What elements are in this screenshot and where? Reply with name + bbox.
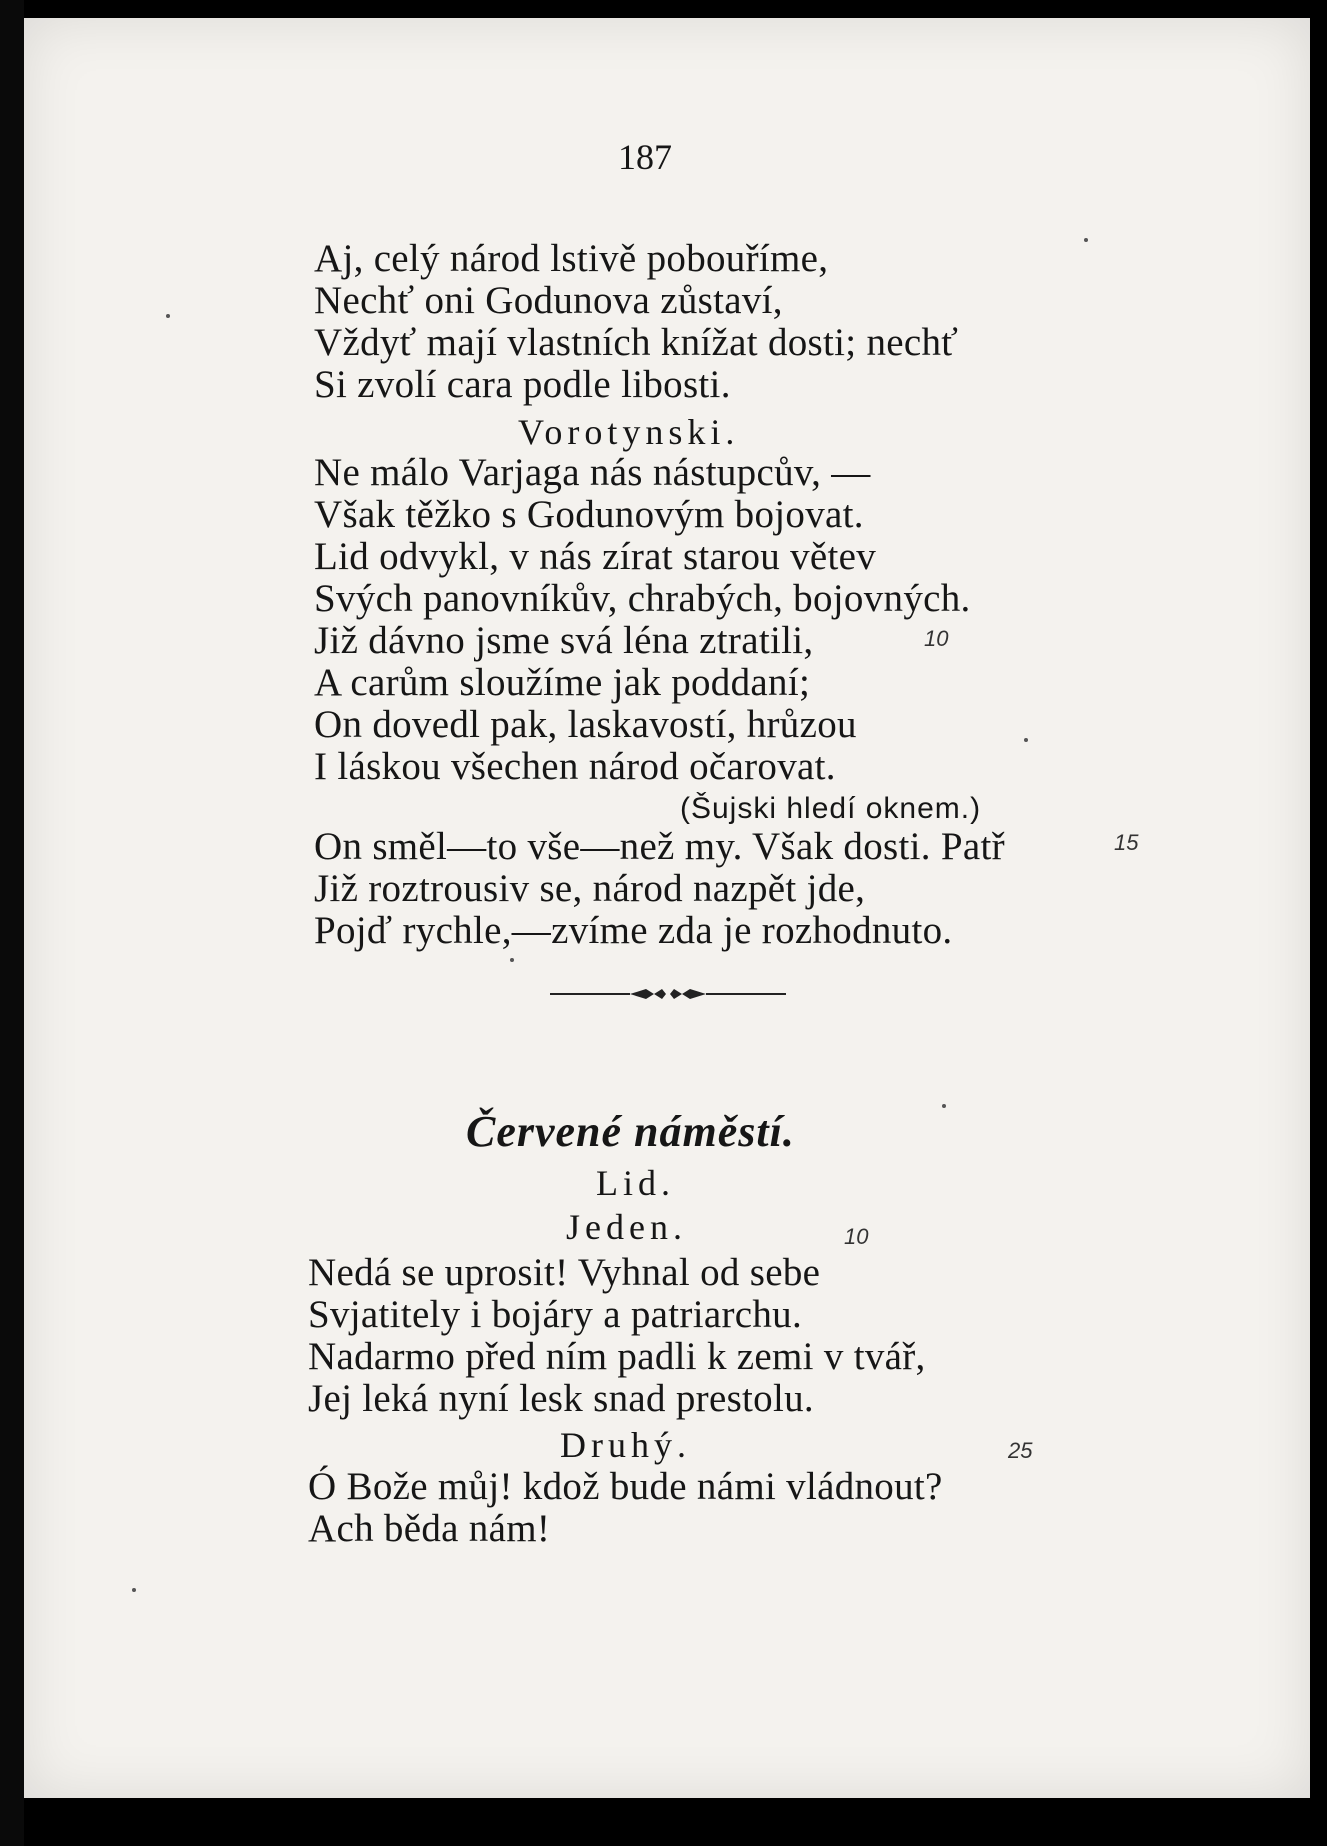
dust-speck [1024,738,1028,742]
verse-line: Však těžko s Godunovým bojovat. [314,493,864,536]
scene-heading: Červené náměstí. [466,1107,795,1156]
page-number: 187 [618,137,672,177]
verse-line: Již dávno jsme svá léna ztratili, [314,619,814,662]
verse-line: On dovedl pak, laskavostí, hrůzou [314,703,857,746]
page-text [24,18,1310,1798]
dust-speck [510,958,514,962]
dust-speck [132,1588,136,1592]
verse-line: Pojď rychle,—zvíme zda je rozhodnuto. [314,909,953,952]
verse-line: Nadarmo před ním padli k zemi v tvář, [308,1335,926,1378]
verse-line: Ó Bože můj! kdož bude námi vládnout? [308,1465,943,1508]
stage-direction: (Šujski hledí oknem.) [680,792,982,825]
verse-line: On směl—to vše—než my. Však dosti. Patř [314,825,1005,868]
margin-line-count: 15 [1114,830,1139,855]
dust-speck [1084,238,1088,242]
dust-speck [942,1104,946,1108]
speaker-name: Jeden. [566,1207,687,1247]
verse-line: Svjatitely i bojáry a patriarchu. [308,1293,802,1336]
speaker-name: Druhý. [560,1425,691,1465]
margin-line-count: 25 [1008,1438,1033,1463]
ornament-divider [550,986,786,1002]
verse-line: I láskou všechen národ očarovat. [314,745,836,788]
verse-line: Ach běda nám! [308,1507,551,1550]
verse-line: Nedá se uprosit! Vyhnal od sebe [308,1251,821,1294]
verse-line: Jej leká nyní lesk snad prestolu. [308,1377,814,1420]
page-sheet [24,18,1310,1798]
speaker-name: Vorotynski. [518,412,740,452]
verse-line: Aj, celý národ lstivě pobouříme, [314,237,829,280]
chorus-label: Lid. [596,1163,675,1203]
verse-line: A carům sloužíme jak poddaní; [314,661,811,704]
verse-line: Si zvolí cara podle libosti. [314,363,731,406]
margin-line-count: 10 [924,626,949,651]
verse-line: Nechť oni Godunova zůstaví, [314,279,783,322]
verse-line: Svých panovníkův, chrabých, bojovných. [314,577,971,620]
verse-line: Vždyť mají vlastních knížat dosti; nechť [314,321,959,364]
verse-line: Již roztrousiv se, národ nazpět jde, [314,867,866,910]
scan-border [0,0,24,1846]
dust-speck [166,314,170,318]
verse-line: Lid odvykl, v nás zírat starou větev [314,535,877,578]
verse-line: Ne málo Varjaga nás nástupcův, — [314,451,871,494]
margin-line-count: 10 [844,1224,869,1249]
